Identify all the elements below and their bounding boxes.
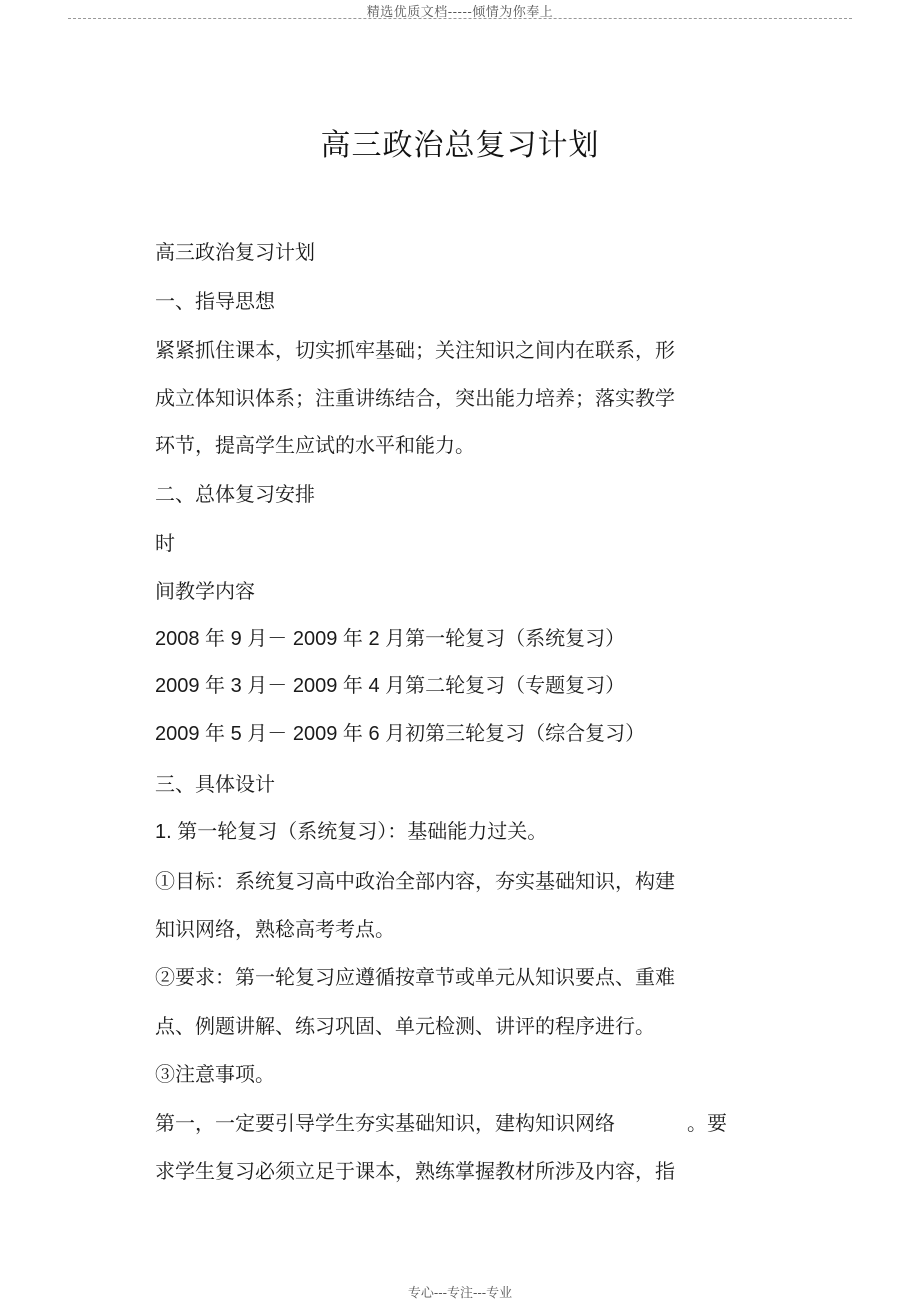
paragraph-line: 时 [155,531,175,555]
header-text: 精选优质文档-----倾情为你奉上 [366,5,554,20]
paragraph-line [155,1109,727,1137]
document-title: 高三政治总复习计划 [320,128,600,163]
paragraph-line: ②要求：第一轮复习应遵循按章节或单元从知识要点、重难 [155,965,675,989]
section-heading-3: 三、具体设计 [155,772,275,796]
paragraph-line: 紧紧抓住课本，切实抓牢基础；关注知识之间内在联系，形 [155,338,675,362]
paragraph-line: 成立体知识体系；注重讲练结合，突出能力培养；落实教学 [155,386,675,410]
paragraph-line: 求学生复习必须立足于课本，熟练掌握教材所涉及内容，指 [155,1159,675,1183]
subsection-heading: 1. 第一轮复习（系统复习）：基础能力过关。 [155,821,548,843]
paragraph-line: 知识网络，熟稔高考考点。 [155,917,395,941]
paragraph-line: ①目标：系统复习高中政治全部内容，夯实基础知识，构建 [155,869,675,893]
paragraph-text: 第一，一定要引导学生夯实基础知识，建构知识网络 [155,1111,615,1135]
paragraph-line: 环节，提高学生应试的水平和能力。 [155,433,475,457]
schedule-row-3: 2009 年 5 月－ 2009 年 6 月初第三轮复习（综合复习） [155,723,646,745]
paragraph-line: 间教学内容 [155,579,255,603]
page-footer: 专心---专注---专业 [407,1286,513,1301]
section-heading-1: 一、指导思想 [155,289,275,313]
paragraph-line: ③注意事项。 [155,1062,275,1086]
header-divider [68,18,852,19]
paragraph-line: 点、例题讲解、练习巩固、单元检测、讲评的程序进行。 [155,1014,655,1038]
schedule-row-2: 2009 年 3 月－ 2009 年 4 月第二轮复习（专题复习） [155,675,626,697]
schedule-row-1: 2008 年 9 月－ 2009 年 2 月第一轮复习（系统复习） [155,628,626,650]
subtitle: 高三政治复习计划 [155,240,315,264]
paragraph-text-end: 。要 [687,1111,727,1135]
page-header [0,0,920,20]
section-heading-2: 二、总体复习安排 [155,482,315,506]
